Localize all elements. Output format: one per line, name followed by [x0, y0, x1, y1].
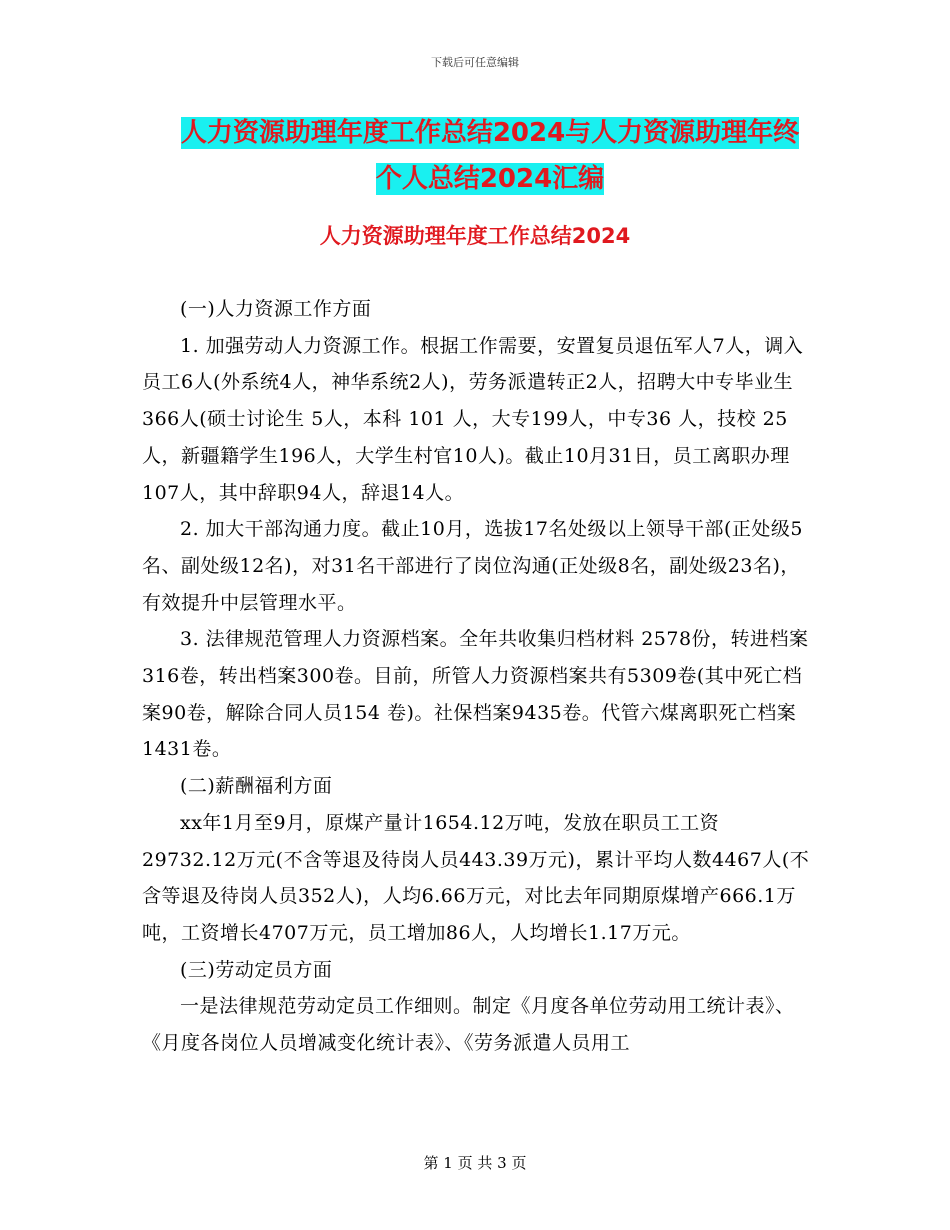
paragraph-heading-hr: (一)人力资源工作方面: [180, 298, 372, 320]
paragraph-staffing: 一是法律规范劳动定员工作细则。制定《月度各单位劳动用工统计表》、《月度各岗位人员增减变化统计表》、《劳务派遣人员用工: [142, 995, 795, 1055]
paragraph-heading-staffing: (三)劳动定员方面: [180, 958, 333, 981]
paragraph-cadres: 2. 加大干部沟通力度。截止10月，选拔17名处级以上领导干部(正处级5名、副处级12名)，对31名干部进行了岗位沟通(正处级8名，副处级23名)，有效提升中层管理水平。: [142, 518, 804, 614]
paragraph-archives: 3. 法律规范管理人力资源档案。全年共收集归档材料 2578份，转进档案316卷，转出档案300卷。目前，所管人力资源档案共有5309卷(其中死亡档案90卷，解除合同人员154 卷)。社保档案9435卷。代管六煤离职死亡档案1431卷。: [142, 628, 809, 761]
paragraph-labor: 1. 加强劳动人力资源工作。根据工作需要，安置复员退伍军人7人，调入员工6人(外系统4人，神华系统2人)，劳务派遣转正2人，招聘大中专毕业生366人(硕士讨论生 5人，本科 101 人，大专199人，中专36 人，技校 25 人，新疆籍学生196人，大学生村官10人)。截止10月31日，员工离职办理107人，其中辞职94人，辞退14人。: [142, 334, 804, 504]
document-title-line-1: 人力资源助理年度工作总结2024与人力资源助理年终: [180, 118, 800, 148]
page-footer: 第 1 页 共 3 页: [423, 1154, 527, 1172]
document-body: [142, 291, 812, 1062]
paragraph-salary: xx年1月至9月，原煤产量计1654.12万吨，发放在职员工工资29732.12万元(不含等退及待岗人员443.39万元)，累计平均人数4467人(不含等退及待岗人员352人)，人均6.66万元，对比去年同期原煤增产666.1万吨，工资增长4707万元，员工增加86人，人均增长1.17万元。: [142, 811, 810, 944]
document-title-line-2: 个人总结2024汇编: [375, 164, 605, 194]
page-header-note: 下载后可任意编辑: [431, 56, 519, 69]
paragraph-heading-salary: (二)薪酬福利方面: [180, 775, 333, 798]
section-title: 人力资源助理年度工作总结2024: [319, 224, 631, 248]
document-title: [140, 110, 840, 202]
